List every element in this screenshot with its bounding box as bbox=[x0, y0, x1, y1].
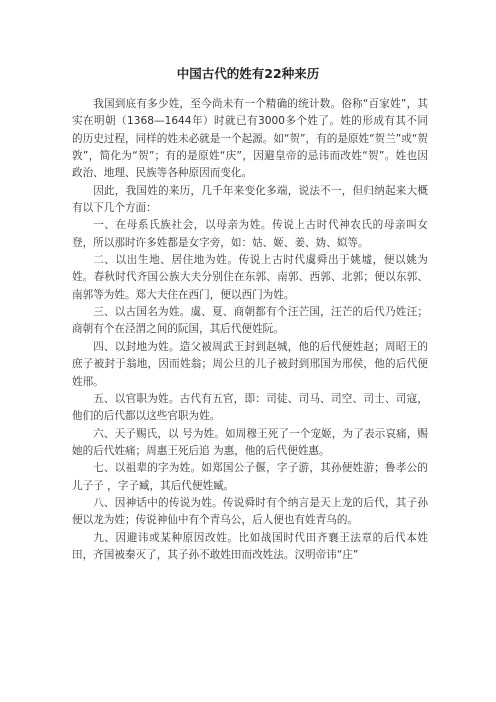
paragraph-intro: 我国到底有多少姓，至今尚未有一个精确的统计数。俗称“百家姓”，其实在明朝（1368—1644年）时就已有3000多个姓了。姓的形成有其不同的历史过程，同样的姓未必就是一个起源。如“贺”，有的是原姓“贺兰”或“贺敦”，简化为“贺”；有的是原姓“庆”，因避皇帝的忌讳而改姓“贺”。姓也因政治、地理、民族等各种原因而变化。 bbox=[72, 98, 428, 180]
paragraph-item-5: 五、以官职为姓。古代有五官，即：司徒、司马、司空、司士、司寇，他们的后代都以这些官职为姓。 bbox=[72, 392, 428, 423]
paragraph-item-8: 八、因神话中的传说为姓。传说舜时有个纳言是天上龙的后代，其子孙便以龙为姓；传说神仙中有个青乌公，后人便也有姓青乌的。 bbox=[72, 496, 428, 527]
paragraph-item-9: 九、因避讳或某种原因改姓。比如战国时代田齐襄王法章的后代本姓田，齐国被秦灭了，其子孙不敢姓田而改姓法。汉明帝讳“庄” bbox=[72, 531, 428, 561]
paragraph-item-2: 二、以出生地、居住地为姓。传说上古时代虞舜出于姚墟，便以姚为姓。春秋时代齐国公族大夫分别住在东郭、南郭、西郭、北郭；便以东郭、南郭等为姓。郑大夫住在西门，便以西门为姓。 bbox=[72, 254, 428, 301]
paragraph-summary: 因此，我国姓的来历，几千年来变化多端，说法不一，但归纳起来大概有以下几个方面： bbox=[72, 184, 428, 215]
paragraph-item-7: 七、以祖辈的字为姓。如郑国公子偃，字子游，其孙便姓游；鲁孝公的儿子子 ，字子臧，其后代便姓臧。 bbox=[72, 462, 428, 492]
paragraph-item-6: 六、天子赐氏，以 号为姓。如周穆王死了一个宠姬，为了表示哀痛，赐她的后代姓痛；周惠王死后追 为惠，他的后代便姓惠。 bbox=[72, 427, 428, 457]
paragraph-item-1: 一、在母系氏族社会，以母亲为姓。传说上古时代神农氏的母亲叫女登，所以那时许多姓都是女字旁，如：姑、姬、姜、妫、姒等。 bbox=[72, 219, 428, 249]
document-body bbox=[72, 96, 428, 564]
paragraph-item-4: 四、以封地为姓。造父被周武王封到赵城，他的后代便姓赵；周昭王的庶子被封于翁地，因而姓翁；周公旦的儿子被封到邢国为邢侯，他的后代便姓邢。 bbox=[72, 340, 428, 388]
paragraph-item-3: 三、以古国名为姓。虞、夏、商朝都有个汪芒国，汪芒的后代乃姓汪；商朝有个在泾渭之间的阮国，其后代便姓阮。 bbox=[72, 306, 428, 336]
document-title: 中国古代的姓有22种来历 bbox=[176, 66, 320, 81]
